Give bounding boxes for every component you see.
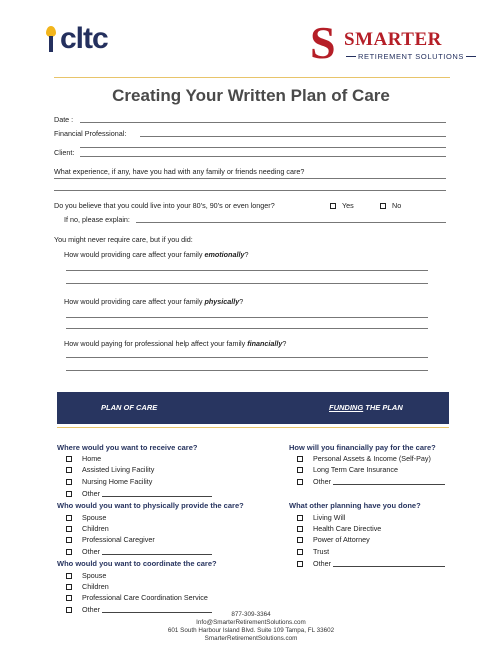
plan-of-care-heading: PLAN OF CARE <box>101 403 158 412</box>
plan-band <box>57 392 449 424</box>
financial-professional-label: Financial Professional: <box>54 129 127 138</box>
receive-care-option[interactable]: Home <box>66 454 101 463</box>
other-planning-option[interactable]: Living Will <box>297 513 345 522</box>
page-header <box>0 0 502 80</box>
emotionally-question: How would providing care affect your family emotionally? <box>64 250 249 259</box>
yes-label: Yes <box>342 201 354 210</box>
smarter-retirement-logo <box>310 17 478 68</box>
financially-answer-line-2[interactable] <box>66 370 428 371</box>
other-planning-option[interactable]: Power of Attorney <box>297 535 370 544</box>
no-label: No <box>392 201 402 210</box>
checkbox[interactable] <box>66 584 72 590</box>
if-no-label: If no, please explain: <box>64 215 130 224</box>
coordinate-care-option[interactable]: Professional Care Coordination Service <box>66 593 208 602</box>
if-no-explain-field[interactable] <box>136 222 446 223</box>
checkbox[interactable] <box>297 561 303 567</box>
receive-care-option[interactable]: Nursing Home Facility <box>66 477 152 486</box>
experience-question: What experience, if any, have you had with any family or friends needing care? <box>54 167 305 176</box>
checkbox[interactable] <box>66 549 72 555</box>
coordinate-care-heading: Who would you want to coordinate the care? <box>57 559 217 568</box>
checkbox[interactable] <box>66 515 72 521</box>
checkbox[interactable] <box>297 456 303 462</box>
yes-option[interactable] <box>330 201 354 210</box>
yes-checkbox[interactable] <box>330 203 336 209</box>
checkbox[interactable] <box>66 537 72 543</box>
physically-provide-option[interactable]: Spouse <box>66 513 106 522</box>
checkbox[interactable] <box>66 479 72 485</box>
checkbox[interactable] <box>297 537 303 543</box>
checkbox[interactable] <box>297 479 303 485</box>
other-blank-field[interactable] <box>333 479 445 485</box>
smarter-s-mark: S <box>310 17 336 68</box>
checkbox[interactable] <box>297 515 303 521</box>
no-checkbox[interactable] <box>380 203 386 209</box>
client-label: Client: <box>54 148 75 157</box>
checkbox[interactable] <box>66 467 72 473</box>
checkbox[interactable] <box>297 526 303 532</box>
footer-phone: 877-309-3364 <box>231 611 271 618</box>
footer-address: 601 South Harbour Island Blvd. Suite 109 Tampa, FL 33602 <box>167 627 335 634</box>
checkbox[interactable] <box>297 467 303 473</box>
physically-provide-option[interactable]: Children <box>66 524 109 533</box>
emotionally-answer-line-2[interactable] <box>66 283 428 284</box>
other-blank-field[interactable] <box>102 549 212 555</box>
financial-professional-extra-line[interactable] <box>80 147 446 148</box>
other-planning-option[interactable]: Trust <box>297 547 329 556</box>
coordinate-care-option[interactable]: Children <box>66 582 109 591</box>
financially-question: How would paying for professional help affect your family financially? <box>64 339 287 348</box>
receive-care-heading: Where would you want to receive care? <box>57 443 198 452</box>
physically-provide-option-other[interactable]: Other <box>66 547 212 556</box>
experience-answer-line-1[interactable] <box>54 178 446 179</box>
page-footer <box>0 611 502 643</box>
other-blank-field[interactable] <box>102 491 212 497</box>
checkbox[interactable] <box>297 549 303 555</box>
client-field[interactable] <box>80 156 446 157</box>
might-never-label: You might never require care, but if you did: <box>54 235 193 244</box>
financially-pay-heading: How will you financially pay for the care? <box>289 443 436 452</box>
checkbox[interactable] <box>66 595 72 601</box>
physically-answer-line-2[interactable] <box>66 328 428 329</box>
physically-question: How would providing care affect your family physically? <box>64 297 244 306</box>
checkbox[interactable] <box>66 491 72 497</box>
emotionally-answer-line-1[interactable] <box>66 270 428 271</box>
experience-answer-line-2[interactable] <box>54 190 446 191</box>
smarter-logo-sub: RETIREMENT SOLUTIONS <box>358 51 465 61</box>
funding-the-plan-heading: FUNDING THE PLAN <box>329 403 403 412</box>
cltc-logo-text: cltc <box>60 22 108 55</box>
physically-provide-heading: Who would you want to physically provide the care? <box>57 501 244 510</box>
smarter-logo-name: SMARTER <box>344 28 442 50</box>
header-divider <box>54 77 450 78</box>
physically-provide-option[interactable]: Professional Caregiver <box>66 535 155 544</box>
band-divider <box>57 427 449 428</box>
footer-email[interactable]: Info@SmarterRetirementSolutions.com <box>196 619 306 626</box>
receive-care-option-other[interactable]: Other <box>66 489 212 498</box>
checkbox[interactable] <box>66 456 72 462</box>
checkbox[interactable] <box>66 526 72 532</box>
financially-pay-option[interactable]: Long Term Care Insurance <box>297 465 398 474</box>
date-label: Date : <box>54 115 74 124</box>
coordinate-care-option[interactable]: Spouse <box>66 571 106 580</box>
physically-answer-line-1[interactable] <box>66 317 428 318</box>
receive-care-option[interactable]: Assisted Living Facility <box>66 465 154 474</box>
date-field[interactable] <box>80 122 446 123</box>
financial-professional-field[interactable] <box>140 136 446 137</box>
footer-website[interactable]: SmarterRetirementSolutions.com <box>204 635 298 642</box>
other-planning-option-other[interactable]: Other <box>297 559 445 568</box>
torch-icon <box>44 26 58 52</box>
checkbox[interactable] <box>66 573 72 579</box>
no-option[interactable] <box>380 201 401 210</box>
financially-answer-line-1[interactable] <box>66 357 428 358</box>
other-planning-heading: What other planning have you done? <box>289 501 421 510</box>
live-80s-question: Do you believe that you could live into your 80’s, 90’s or even longer? <box>54 201 275 210</box>
financially-pay-option[interactable]: Personal Assets & Income (Self-Pay) <box>297 454 431 463</box>
financially-pay-option-other[interactable]: Other <box>297 477 445 486</box>
cltc-logo <box>44 24 108 54</box>
other-planning-option[interactable]: Health Care Directive <box>297 524 381 533</box>
page-title: Creating Your Written Plan of Care <box>112 86 390 105</box>
coordinate-care-option-other[interactable]: Other <box>66 605 212 614</box>
other-blank-field[interactable] <box>333 561 445 567</box>
